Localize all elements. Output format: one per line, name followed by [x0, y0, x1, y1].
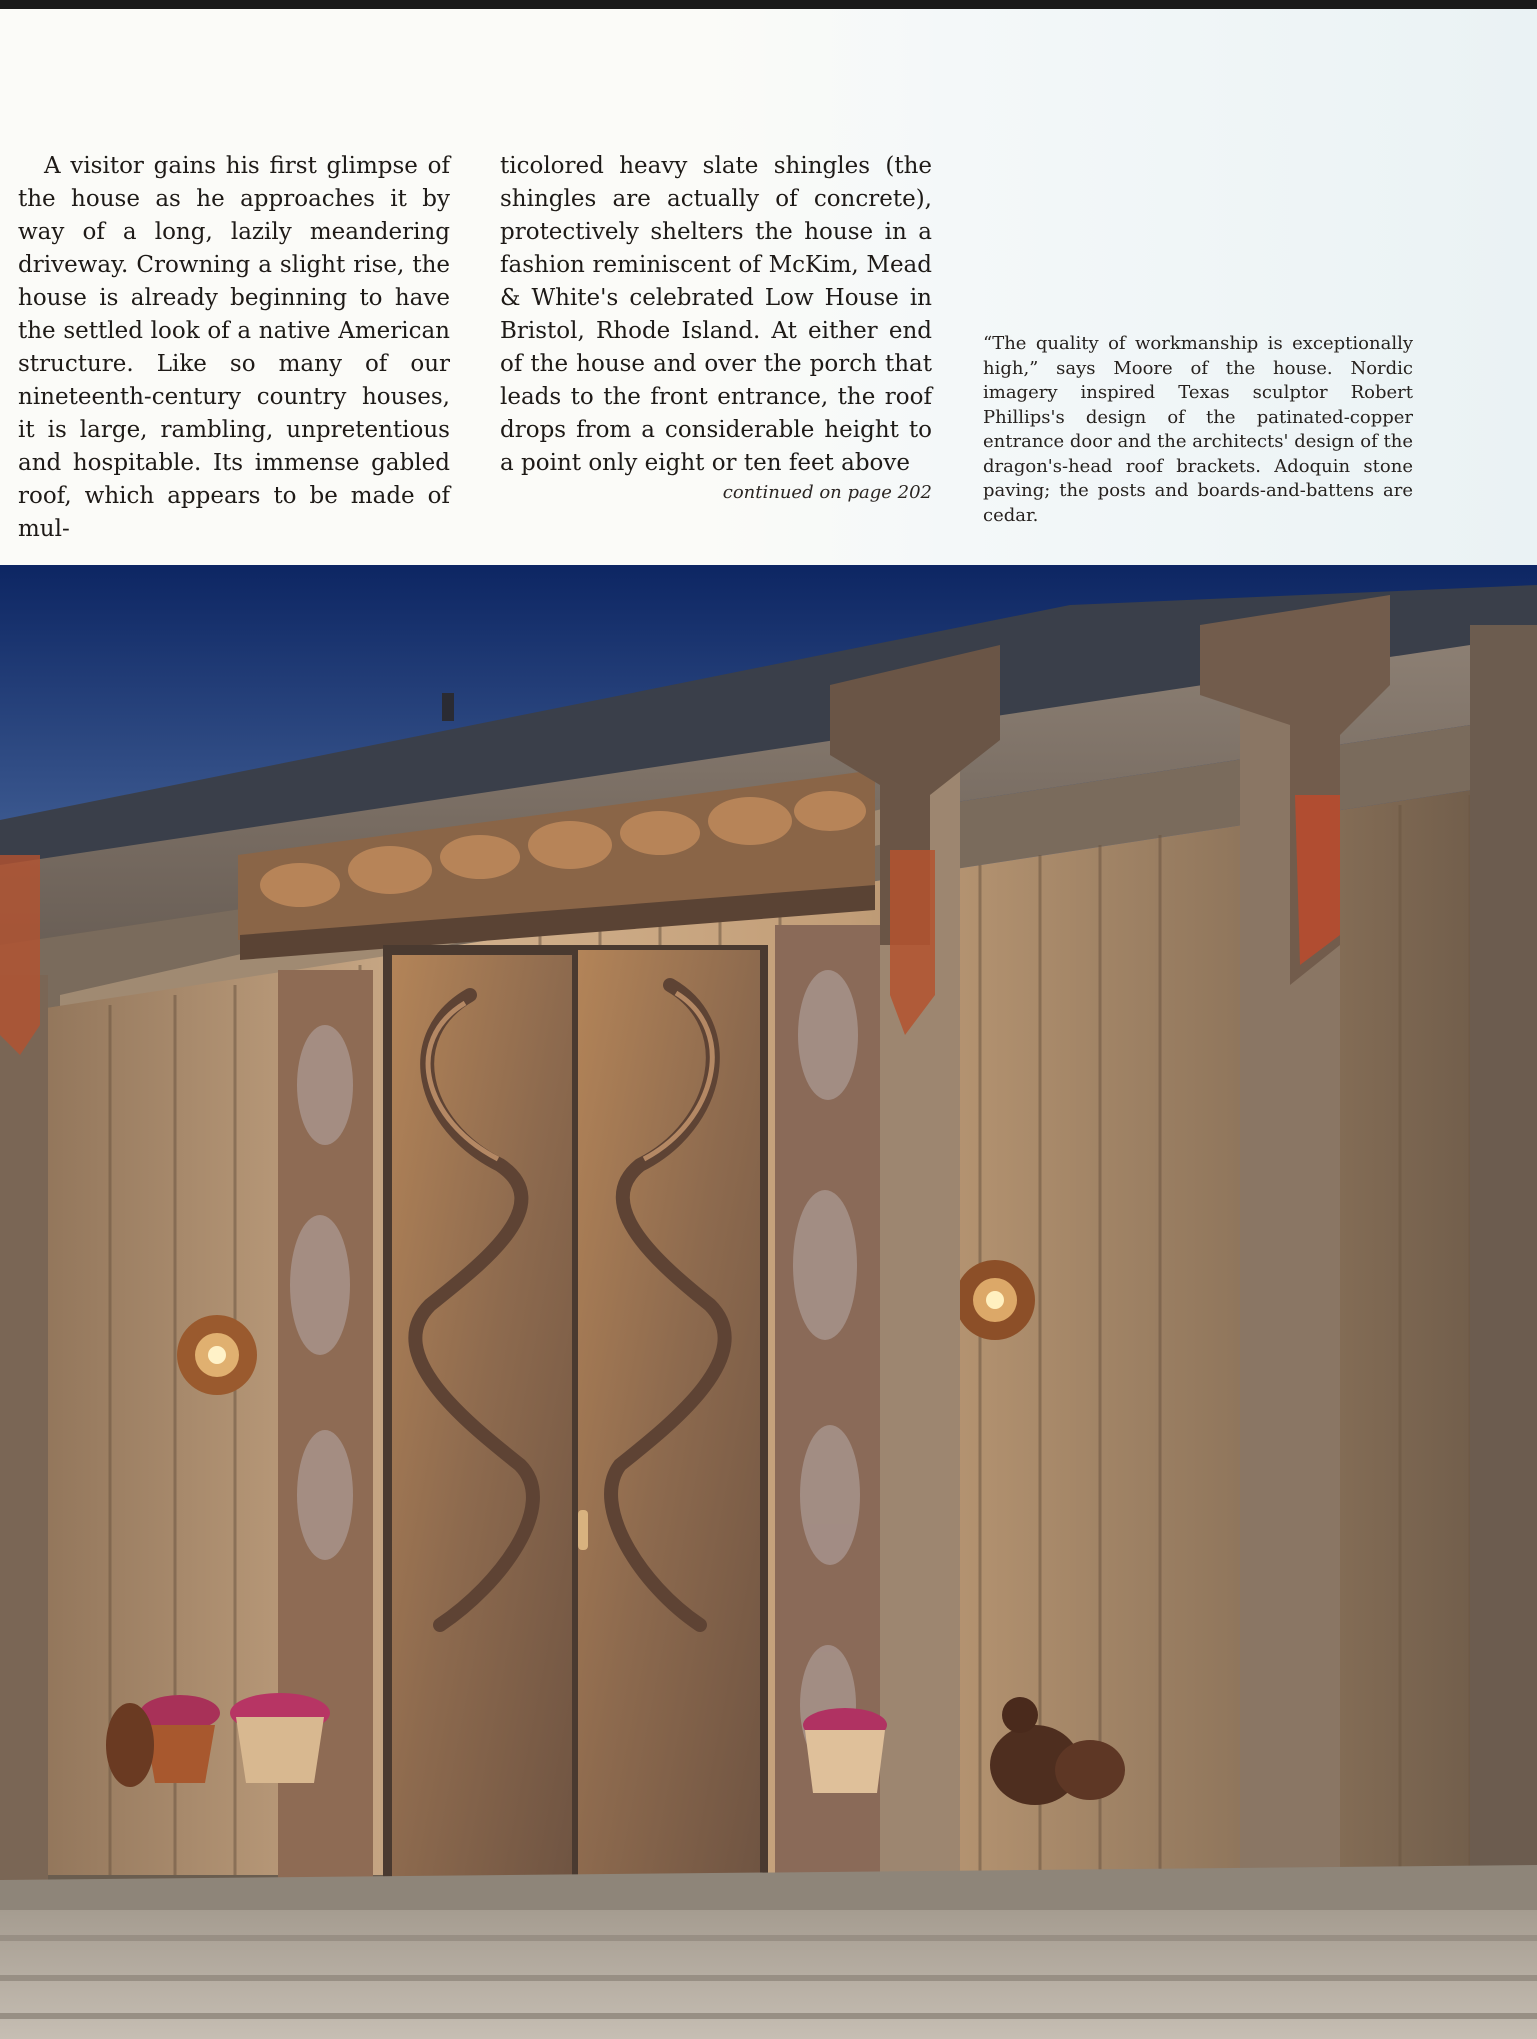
photo-caption — [983, 332, 1413, 528]
roof-vent — [442, 693, 454, 721]
planter-right — [803, 1708, 887, 1793]
article-column-2 — [500, 150, 932, 480]
planter-left — [230, 1693, 330, 1783]
left-corner-post — [0, 975, 48, 1905]
house-entrance-photograph — [0, 565, 1537, 2039]
caption-text: “The quality of workmanship is exceptionally high,” says Moore of the house. Nordic imagery inspired Texas sculptor Robert Phillips's design of the patinated-copper entrance door and the architects' design of the dragon's-head roof brackets. Adoquin stone paving; the posts and boards-and-battens are cedar. — [983, 333, 1413, 526]
left-lantern — [177, 1315, 257, 1395]
stone-steps — [0, 1910, 1537, 2039]
article-column-1 — [18, 150, 450, 546]
bracket-color-band-right — [1295, 795, 1340, 965]
left-door-leaf — [392, 955, 572, 1885]
top-rule — [0, 0, 1537, 9]
door-handle — [578, 1510, 588, 1550]
article-paragraph-1: A visitor gains his first glimpse of the house as he approaches it by way of a long, lazily meandering driveway. Crowning a slight rise, the house is already beginning to have the settled look of a native American structure. Like so many of our nineteenth-century country houses, it is large, rambling, unpretentious and hospitable. Its immense gabled roof, which appears to be made of mul- — [18, 153, 450, 542]
bracket-color-band-left — [0, 855, 40, 1055]
far-right-post — [1470, 625, 1537, 1905]
right-lantern — [955, 1260, 1035, 1340]
article-paragraph-2: ticolored heavy slate shingles (the shingles are actually of concrete), protectively shelters the house in a fashion reminiscent of McKim, Mead & White's celebrated Low House in Bristol, Rhode Island. At either end of the house and over the porch that leads to the front entrance, the roof drops from a considerable height to a point only eight or ten feet above — [500, 153, 932, 476]
continued-line: continued on page 202 — [722, 482, 932, 503]
photo-illustration — [0, 565, 1537, 2039]
planter-far-left — [106, 1695, 220, 1787]
